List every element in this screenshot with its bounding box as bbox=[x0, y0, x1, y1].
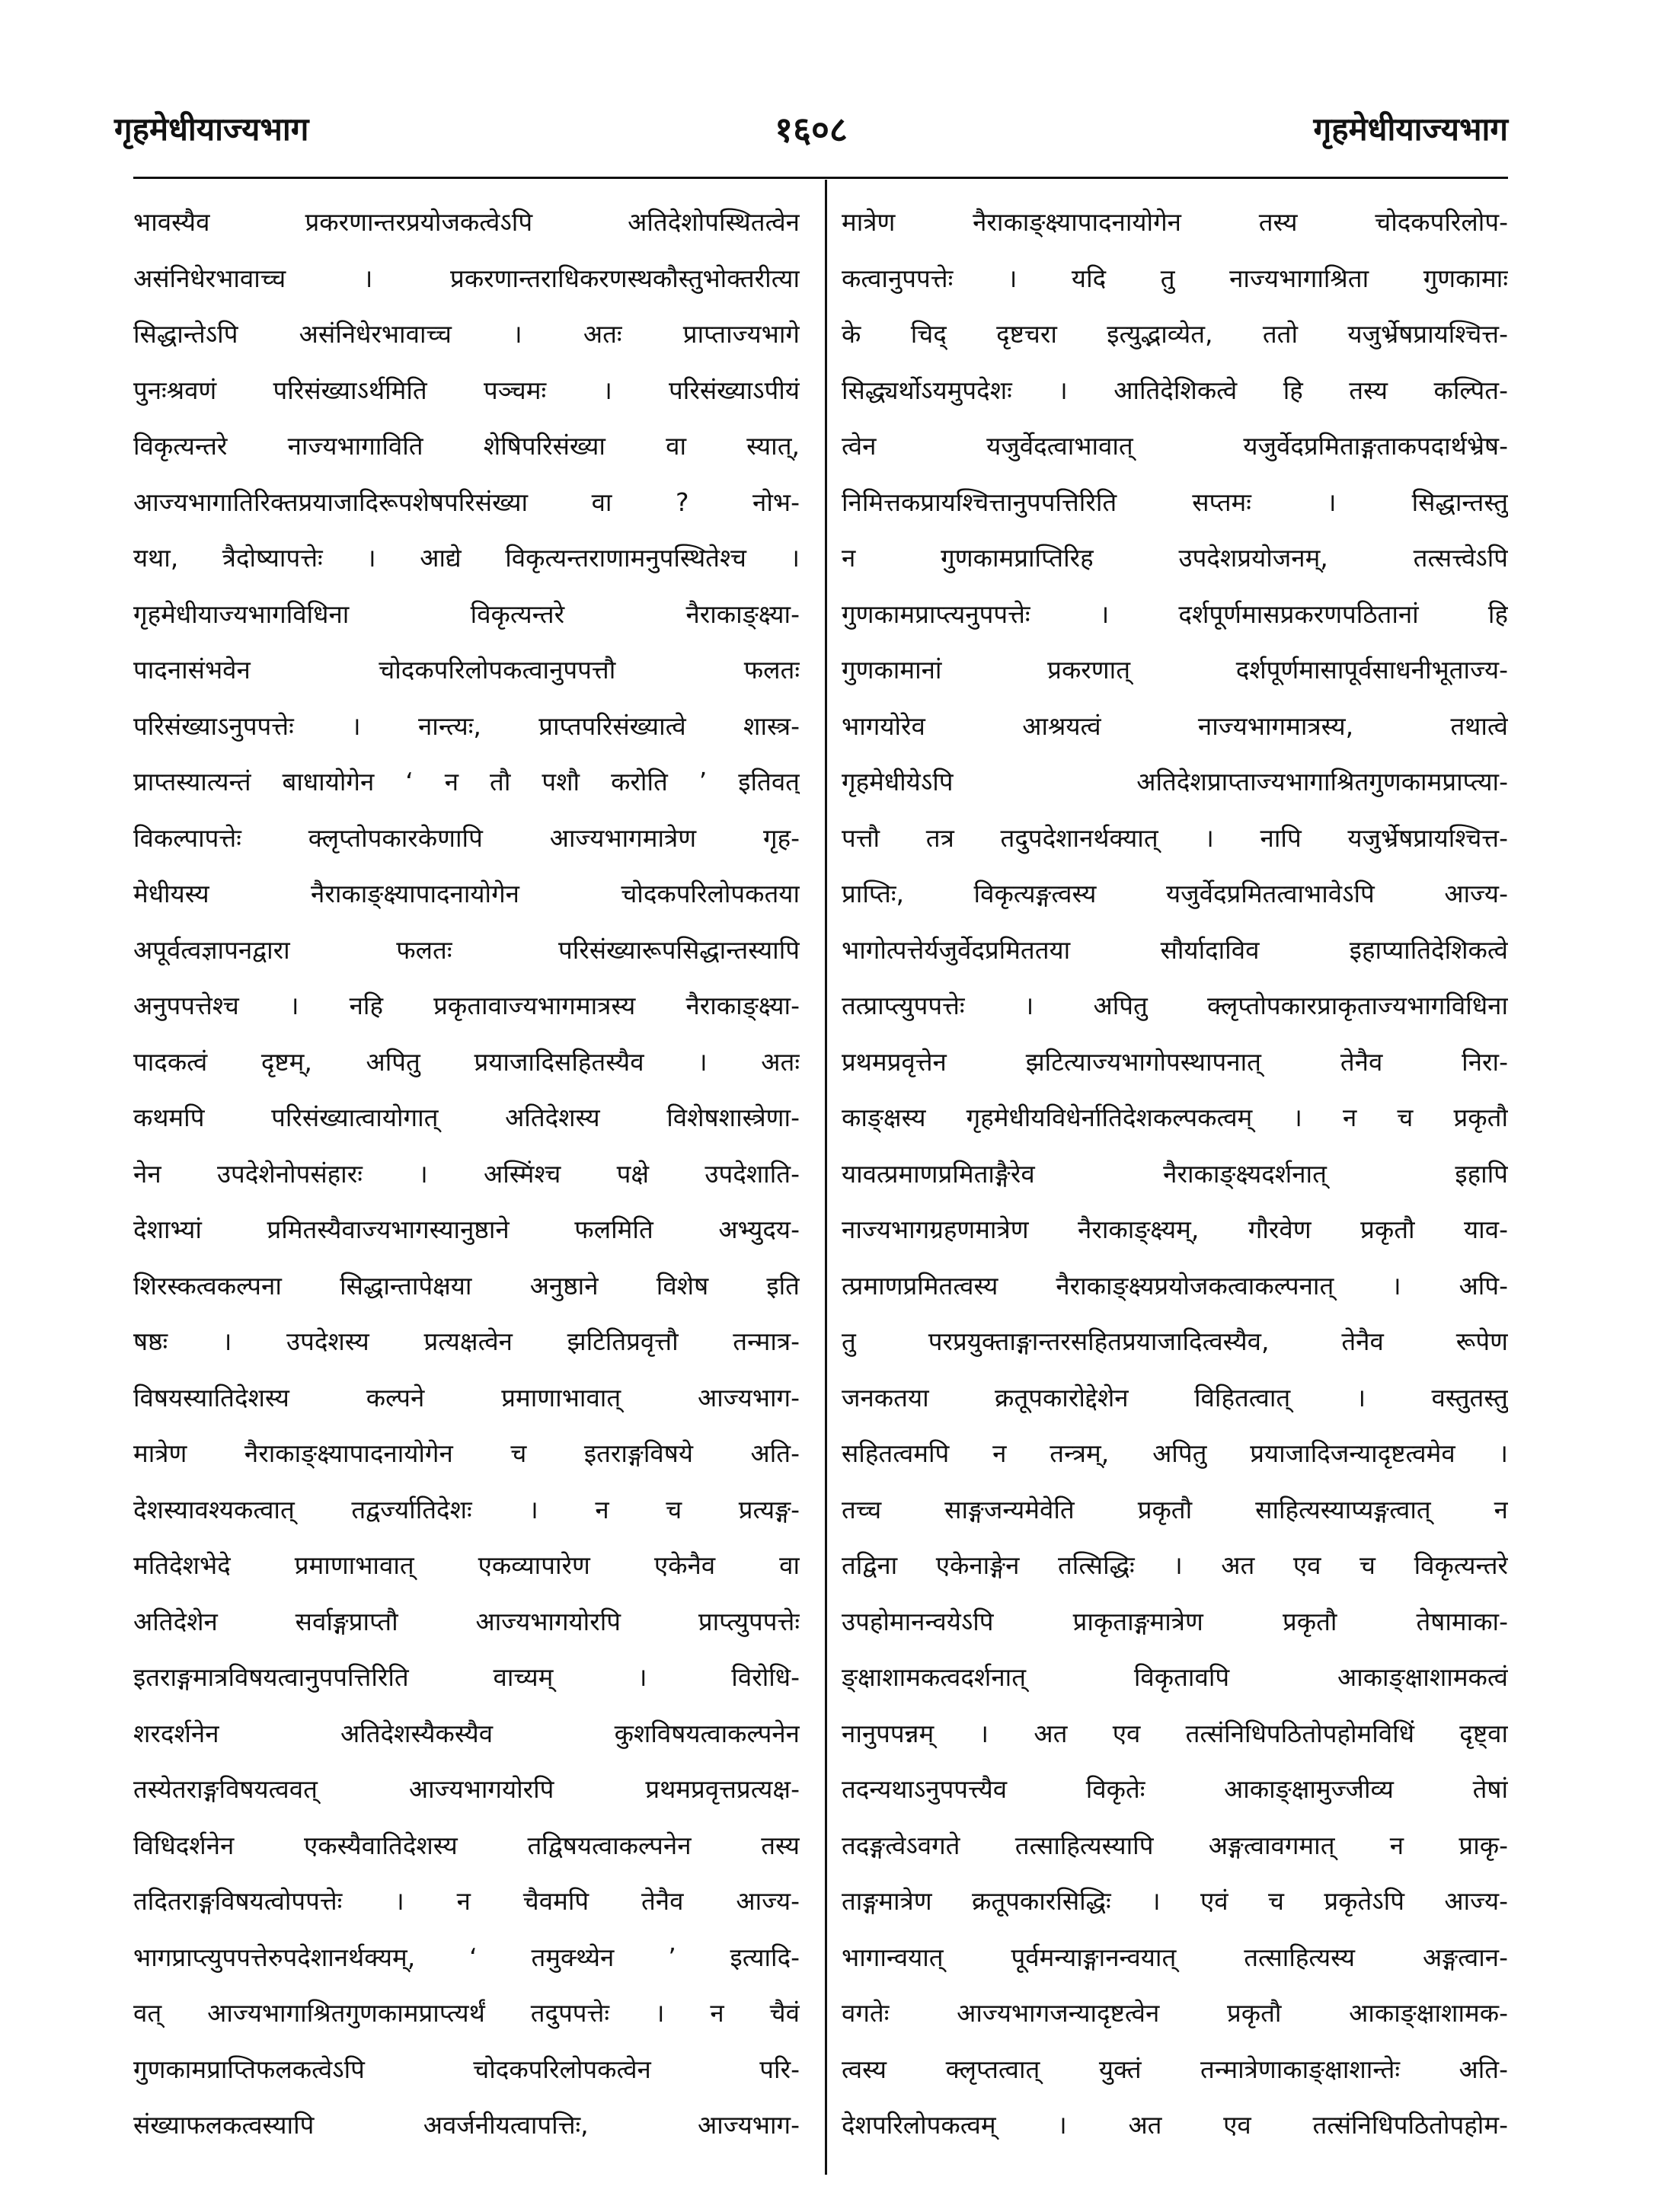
text-line: निमित्तकप्रायश्चित्तानुपपत्तिरिति सप्तमः । सिद्धान्तस्तु bbox=[842, 487, 1508, 517]
text-line: देशपरिलोपकत्वम् । अत एव तत्संनिधिपठितोपहोम- bbox=[842, 2110, 1508, 2140]
text-line: प्रथमप्रवृत्तेन झटित्याज्यभागोपस्थापनात् तेनैव निरा- bbox=[842, 1046, 1508, 1077]
text-line: कथमपि परिसंख्यात्वायोगात् अतिदेशस्य विशेषशास्त्रेणा- bbox=[133, 1103, 800, 1132]
text-line: पुनःश्रवणं परिसंख्याऽर्थमिति पञ्चमः । परिसंख्याऽपीयं bbox=[133, 375, 800, 405]
text-line: तद्विना एकेनाङ्गेन तत्सिद्धिः । अत एव च विकृत्यन्तरे bbox=[842, 1550, 1508, 1580]
text-line: देशस्यावश्यकत्वात् तद्वर्ज्यातिदेशः । न च प्रत्यङ्ग- bbox=[133, 1494, 800, 1524]
left-column bbox=[133, 199, 800, 2159]
text-line: प्राप्तस्यात्यन्तं बाधायोगेन ‘ न तौ पशौ करोति ’ इतिवत् bbox=[133, 767, 800, 796]
text-line: तस्येतराङ्गविषयत्ववत् आज्यभागयोरपि प्रथमप्रवृत्तप्रत्यक्ष- bbox=[133, 1774, 800, 1804]
text-line: मात्रेण नैराकाङ्क्ष्यापादनायोगेन च इतराङ्गविषये अति- bbox=[133, 1438, 800, 1468]
text-line: गुणकामप्राप्तिफलकत्वेऽपि चोदकपरिलोपकत्वेन परि- bbox=[133, 2054, 800, 2084]
text-line: अनुपपत्तेश्च । नहि प्रकृतावाज्यभागमात्रस्य नैराकाङ्क्ष्या- bbox=[133, 991, 800, 1020]
text-line: इतराङ्गमात्रविषयत्वानुपपत्तिरिति वाच्यम् । विरोधि- bbox=[133, 1662, 800, 1692]
text-line: विषयस्यातिदेशस्य कल्पने प्रमाणाभावात् आज्यभाग- bbox=[133, 1382, 800, 1412]
text-line: मतिदेशभेदे प्रमाणाभावात् एकव्यापारेण एकेनैव वा bbox=[133, 1550, 800, 1580]
text-line: वगतेः आज्यभागजन्यादृष्टत्वेन प्रकृतौ आकाङ्क्षाशामक- bbox=[842, 1998, 1508, 2028]
text-line: त्वेन यजुर्वेदत्वाभावात् यजुर्वेदप्रमिताङ्गताकपदार्थभ्रेष- bbox=[842, 431, 1508, 461]
text-line: काङ्क्षस्य गृहमेधीयविधेर्नातिदेशकल्पकत्वम् । न च प्रकृतौ bbox=[842, 1103, 1508, 1132]
text-line: अपूर्वत्वज्ञापनद्वारा फलतः परिसंख्यारूपसिद्धान्तस्यापि bbox=[133, 934, 800, 965]
text-line: सिद्ध्यर्थोऽयमुपदेशः । आतिदेशिकत्वे हि तस्य कल्पित- bbox=[842, 375, 1508, 405]
running-head-right: गृहमेधीयाज्यभाग bbox=[1313, 110, 1508, 148]
text-line: मात्रेण नैराकाङ्क्ष्यापादनायोगेन तस्य चोदकपरिलोप- bbox=[842, 207, 1508, 237]
text-line: नाज्यभागग्रहणमात्रेण नैराकाङ्क्ष्यम्, गौरवेण प्रकृतौ याव- bbox=[842, 1215, 1508, 1244]
text-line: अतिदेशेन सर्वाङ्गप्राप्तौ आज्यभागयोरपि प्राप्त्युपपत्तेः bbox=[133, 1606, 800, 1636]
text-line: उपहोमानन्वयेऽपि प्राकृताङ्गमात्रेण प्रकृतौ तेषामाका- bbox=[842, 1606, 1508, 1636]
text-line: भागोत्पत्तेर्यजुर्वेदप्रमिततया सौर्यादाविव इहाप्यातिदेशिकत्वे bbox=[842, 934, 1508, 965]
text-line: सिद्धान्तेऽपि असंनिधेरभावाच्च । अतः प्राप्ताज्यभागे bbox=[133, 319, 800, 349]
text-line: नानुपपन्नम् । अत एव तत्संनिधिपठितोपहोमविधिं दृष्ट्वा bbox=[842, 1718, 1508, 1748]
running-head-left: गृहमेधीयाज्यभाग bbox=[114, 110, 309, 148]
text-line: शिरस्कत्वकल्पना सिद्धान्तापेक्षया अनुष्ठाने विशेष इति bbox=[133, 1270, 800, 1301]
header-rule bbox=[133, 177, 1508, 179]
text-line: यावत्प्रमाणप्रमिताङ्गैरेव नैराकाङ्क्ष्यदर्शनात् इहापि bbox=[842, 1158, 1508, 1189]
text-line: त्वस्य क्लृप्तत्वात् युक्तं तन्मात्रेणाकाङ्क्षाशान्तेः अति- bbox=[842, 2054, 1508, 2084]
text-line: भागान्वयात् पूर्वमन्याङ्गानन्वयात् तत्साहित्यस्य अङ्गत्वान- bbox=[842, 1942, 1508, 1972]
text-line: विकल्पापत्तेः क्लृप्तोपकारकेणापि आज्यभागमात्रेण गृह- bbox=[133, 822, 800, 853]
text-line: तच्च साङ्गजन्यमेवेति प्रकृतौ साहित्यस्याप्यङ्गत्वात् न bbox=[842, 1494, 1508, 1524]
text-line: वत् आज्यभागाश्रितगुणकामप्राप्त्यर्थं तदुपपत्तेः । न चैवं bbox=[133, 1998, 800, 2028]
text-line: यथा, त्रैदोष्यापत्तेः । आद्ये विकृत्यन्तराणामनुपस्थितेश्च । bbox=[133, 543, 800, 573]
text-line: ताङ्गमात्रेण क्रतूपकारसिद्धिः । एवं च प्रकृतेऽपि आज्य- bbox=[842, 1886, 1508, 1916]
text-line: आज्यभागातिरिक्तप्रयाजादिरूपशेषपरिसंख्या वा ? नोभ- bbox=[133, 487, 800, 517]
text-line: तदितराङ्गविषयत्वोपपत्तेः । न चैवमपि तेनैव आज्य- bbox=[133, 1886, 800, 1916]
text-line: संख्याफलकत्वस्यापि अवर्जनीयत्वापत्तिः, आज्यभाग- bbox=[133, 2110, 800, 2140]
text-line: ङ्क्षाशामकत्वदर्शनात् विकृतावपि आकाङ्क्षाशामकत्वं bbox=[842, 1662, 1508, 1692]
text-line: षष्ठः । उपदेशस्य प्रत्यक्षत्वेन झटितिप्रवृत्तौ तन्मात्र- bbox=[133, 1326, 800, 1356]
text-line: भागप्राप्त्युपपत्तेरुपदेशानर्थक्यम्, ‘ तमुक्थ्येन ’ इत्यादि- bbox=[133, 1942, 800, 1972]
text-line: त्प्रमाणप्रमितत्वस्य नैराकाङ्क्ष्यप्रयोजकत्वाकल्पनात् । अपि- bbox=[842, 1270, 1508, 1301]
text-line: तु परप्रयुक्ताङ्गान्तरसहितप्रयाजादित्वस्यैव, तेनैव रूपेण bbox=[842, 1326, 1508, 1356]
text-line: तदन्यथाऽनुपपत्त्यैव विकृतेः आकाङ्क्षामुज्जीव्य तेषां bbox=[842, 1774, 1508, 1804]
text-line: न गुणकामप्राप्तिरिह उपदेशप्रयोजनम्, तत्सत्त्वेऽपि bbox=[842, 543, 1508, 573]
text-line: शरदर्शनेन अतिदेशस्यैकस्यैव कुशविषयत्वाकल्पनेन bbox=[133, 1718, 800, 1748]
text-line: भावस्यैव प्रकरणान्तरप्रयोजकत्वेऽपि अतिदेशोपस्थितत्वेन bbox=[133, 207, 800, 237]
text-line: गुणकामानां प्रकरणात् दर्शपूर्णमासापूर्वसाधनीभूताज्य- bbox=[842, 655, 1508, 685]
text-line: के चिद् दृष्टचरा इत्युद्भाव्येत, ततो यजुर्भ्रेषप्रायश्चित्त- bbox=[842, 319, 1508, 349]
page-number: १६०८ bbox=[775, 109, 848, 150]
text-line: पादनासंभवेन चोदकपरिलोपकत्वानुपपत्तौ फलतः bbox=[133, 655, 800, 685]
text-line: विधिदर्शनेन एकस्यैवातिदेशस्य तद्विषयत्वाकल्पनेन तस्य bbox=[133, 1830, 800, 1860]
text-line: तदङ्गत्वेऽवगते तत्साहित्यस्यापि अङ्गत्वावगमात् न प्राकृ- bbox=[842, 1830, 1508, 1860]
text-line: गृहमेधीयाज्यभागविधिना विकृत्यन्तरे नैराकाङ्क्ष्या- bbox=[133, 598, 800, 629]
text-line: भागयोरेव आश्रयत्वं नाज्यभागमात्रस्य, तथात्वे bbox=[842, 710, 1508, 741]
right-column bbox=[842, 199, 1508, 2159]
text-line: गुणकामप्राप्त्यनुपपत्तेः । दर्शपूर्णमासप्रकरणपठितानां हि bbox=[842, 598, 1508, 629]
text-line: देशाभ्यां प्रमितस्यैवाज्यभागस्यानुष्ठाने फलमिति अभ्युदय- bbox=[133, 1215, 800, 1244]
text-line: विकृत्यन्तरे नाज्यभागाविति शेषिपरिसंख्या वा स्यात्, bbox=[133, 431, 800, 461]
column-divider bbox=[825, 180, 827, 2175]
text-line: नेन उपदेशेनोपसंहारः । अस्मिंश्च पक्षे उपदेशाति- bbox=[133, 1158, 800, 1189]
text-line: प्राप्तिः, विकृत्यङ्गत्वस्य यजुर्वेदप्रमितत्वाभावेऽपि आज्य- bbox=[842, 879, 1508, 908]
text-line: कत्वानुपपत्तेः । यदि तु नाज्यभागाश्रिता गुणकामाः bbox=[842, 263, 1508, 293]
text-line: मेधीयस्य नैराकाङ्क्ष्यापादनायोगेन चोदकपरिलोपकतया bbox=[133, 879, 800, 908]
text-line: पादकत्वं दृष्टम्, अपितु प्रयाजादिसहितस्यैव । अतः bbox=[133, 1046, 800, 1077]
text-line: परिसंख्याऽनुपपत्तेः । नान्त्यः, प्राप्तपरिसंख्यात्वे शास्त्र- bbox=[133, 710, 800, 741]
page-header bbox=[114, 107, 1508, 160]
text-line: सहितत्वमपि न तन्त्रम्, अपितु प्रयाजादिजन्यादृष्टत्वमेव । bbox=[842, 1438, 1508, 1468]
text-line: पत्तौ तत्र तदुपदेशानर्थक्यात् । नापि यजुर्भ्रेषप्रायश्चित्त- bbox=[842, 822, 1508, 853]
text-line: असंनिधेरभावाच्च । प्रकरणान्तराधिकरणस्थकौस्तुभोक्तरीत्या bbox=[133, 263, 800, 293]
text-line: जनकतया क्रतूपकारोद्देशेन विहितत्वात् । वस्तुतस्तु bbox=[842, 1382, 1508, 1412]
text-line: तत्प्राप्त्युपपत्तेः । अपितु क्लृप्तोपकारप्राकृताज्यभागविधिना bbox=[842, 991, 1508, 1020]
text-line: गृहमेधीयेऽपि अतिदेशप्राप्ताज्यभागाश्रितगुणकामप्राप्त्या- bbox=[842, 767, 1508, 796]
